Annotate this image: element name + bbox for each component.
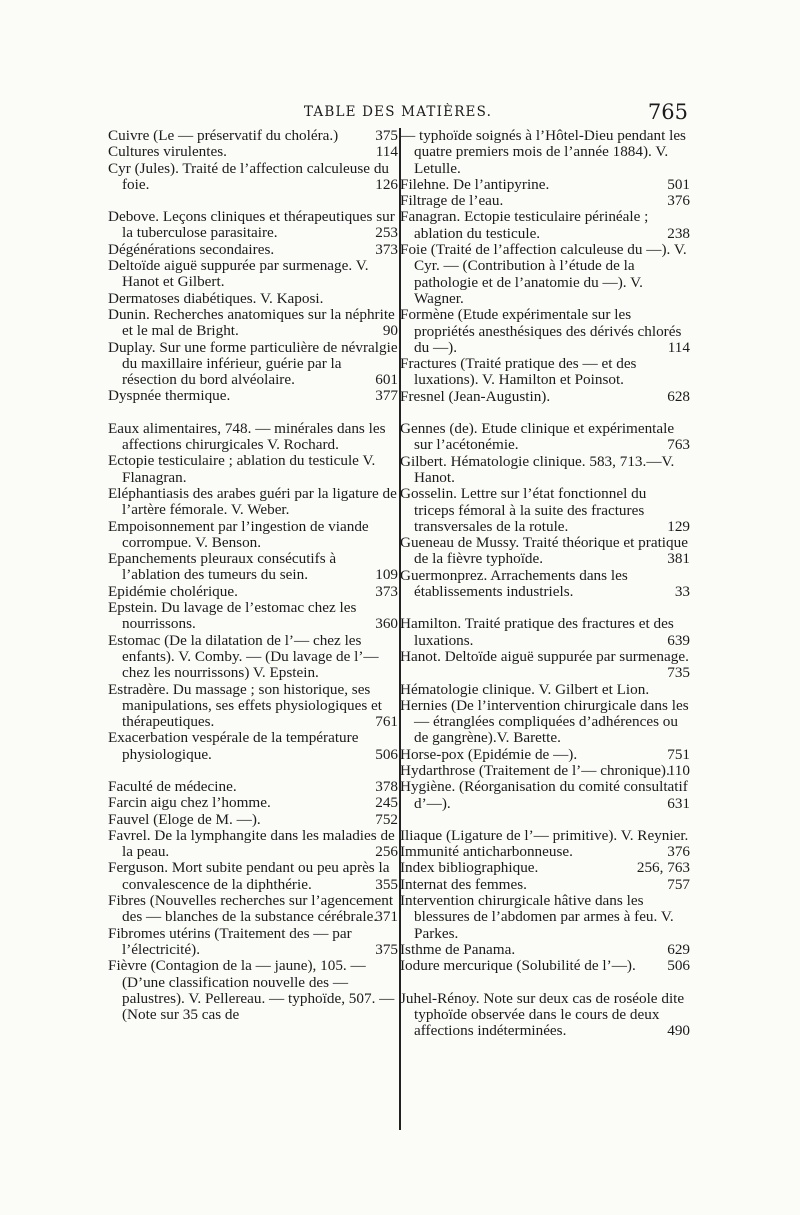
index-entry bbox=[108, 551, 398, 584]
index-entry bbox=[108, 307, 398, 340]
entry-text: Hématologie clinique. V. Gilbert et Lion. bbox=[400, 680, 650, 698]
entry-page-number: 109 bbox=[375, 566, 398, 584]
entry-page-number: 371 bbox=[375, 908, 398, 926]
entry-text: Index bibliographique. bbox=[400, 859, 539, 877]
entry-page-number: 763 bbox=[667, 436, 690, 454]
index-entry bbox=[108, 242, 398, 258]
entry-text: Gosselin. Lettre sur l’état fonctionnel du triceps fémoral à la suite des fractures transversales de la rotule. bbox=[400, 485, 647, 535]
entry-text: Epstein. Du lavage de l’estomac chez les nourrissons. bbox=[108, 599, 357, 633]
index-entry bbox=[108, 730, 398, 763]
index-entry bbox=[108, 958, 398, 1023]
index-entry bbox=[400, 568, 690, 601]
entry-page-number: 110 bbox=[667, 761, 690, 779]
index-entry bbox=[108, 682, 398, 731]
entry-text: Duplay. Sur une forme particulière de névralgie du maxillaire inférieur, guérie par la résection du bord alvéolaire. bbox=[108, 338, 398, 389]
entry-text: Hernies (De l’intervention chirurgicale dans les — étranglées compliquées d’adhérences ou de gangrène).V. Barette. bbox=[400, 696, 689, 747]
index-entry bbox=[108, 388, 398, 404]
entry-page-number: 378 bbox=[375, 777, 398, 795]
index-entry bbox=[108, 258, 398, 291]
entry-page-number: 376 bbox=[667, 843, 690, 861]
entry-text: Eléphantiasis des arabes guéri par la ligature de l’artère fémorale. V. Weber. bbox=[108, 484, 397, 519]
entry-text: Dyspnée thermique. bbox=[108, 387, 231, 405]
entry-text: Epanchements pleuraux consécutifs à l’ablation des tumeurs du sein. bbox=[108, 550, 337, 584]
index-entry bbox=[400, 209, 690, 242]
entry-text: Fauvel (Eloge de M. —). bbox=[108, 810, 261, 828]
entry-text: Exacerbation vespérale de la température physiologique. bbox=[108, 729, 359, 763]
entry-text: Ferguson. Mort subite pendant ou peu après la convalescence de la diphthérie. bbox=[108, 859, 390, 893]
index-entry bbox=[400, 535, 690, 568]
entry-text: Filehne. De l’antipyrine. bbox=[400, 175, 550, 193]
page-header bbox=[108, 100, 688, 124]
entry-text: Empoisonnement par l’ingestion de viande corrompue. V. Benson. bbox=[108, 517, 369, 551]
index-entry bbox=[108, 519, 398, 552]
entry-page-number: 751 bbox=[667, 745, 690, 763]
entry-text: Ectopie testiculaire ; ablation du testicule V. Flanagran. bbox=[108, 452, 376, 486]
entry-text: Cyr (Jules). Traité de l’affection calculeuse du foie. bbox=[108, 159, 390, 193]
entry-page-number: 490 bbox=[667, 1022, 690, 1040]
index-entry bbox=[400, 682, 690, 698]
entry-text: Gueneau de Mussy. Traité théorique et pratique de la fièvre typhoïde. bbox=[400, 534, 688, 568]
entry-page-number: 601 bbox=[375, 371, 398, 389]
index-entry bbox=[400, 763, 690, 779]
entry-page-number: 256, 763 bbox=[636, 859, 690, 877]
entry-text: Dégénérations secondaires. bbox=[108, 240, 275, 258]
index-entry bbox=[108, 860, 398, 893]
entry-text: Fractures (Traité pratique des — et des luxations). V. Hamilton et Poinsot. bbox=[400, 355, 637, 389]
index-entry bbox=[108, 209, 398, 242]
entry-text: Dermatoses diabétiques. V. Kaposi. bbox=[108, 289, 324, 307]
index-entry bbox=[108, 600, 398, 633]
entry-text: Gilbert. Hématologie clinique. 583, 713.—V. Hanot. bbox=[400, 452, 675, 486]
entry-text: Horse-pox (Epidémie de —). bbox=[400, 745, 578, 763]
entry-text: Hanot. Deltoïde aiguë suppurée par surmenage. bbox=[400, 647, 689, 665]
entry-page-number: 245 bbox=[375, 794, 398, 812]
entry-page-number: 628 bbox=[667, 387, 690, 405]
entry-page-number: 381 bbox=[667, 550, 690, 568]
entry-text: Isthme de Panama. bbox=[400, 940, 516, 958]
entry-text: Fièvre (Contagion de la — jaune), 105. — (D’une classification nouvelle des — palustres). V. Pellereau. — typhoïde, 507. — (Note sur 35 cas de bbox=[108, 957, 395, 1024]
entry-text: Fibres (Nouvelles recherches sur l’agencement des — blanches de la substance cérébrale. bbox=[108, 892, 394, 926]
index-entry bbox=[400, 128, 690, 177]
index-entry bbox=[108, 828, 398, 861]
entry-text: Epidémie cholérique. bbox=[108, 582, 238, 600]
index-entry bbox=[400, 307, 690, 356]
index-entry bbox=[108, 584, 398, 600]
entry-text: Juhel-Rénoy. Note sur deux cas de roséole dite typhoïde observée dans le cours de deux affections indéterminées. bbox=[400, 989, 685, 1040]
entry-text: Estomac (De la dilatation de l’— chez les enfants). V. Comby. — (Du lavage de l’— chez les nourrissons) V. Epstein. bbox=[108, 631, 379, 682]
index-entry bbox=[108, 926, 398, 959]
entry-text: Gennes (de). Etude clinique et expérimentale sur l’acétonémie. bbox=[400, 420, 675, 454]
entry-page-number: 114 bbox=[375, 143, 398, 161]
entry-text: Cuivre (Le — préservatif du choléra.) bbox=[108, 127, 339, 144]
entry-text: Intervention chirurgicale hâtive dans les blessures de l’abdomen par armes à feu. V. Parkes. bbox=[400, 892, 674, 942]
entry-page-number: 360 bbox=[375, 615, 398, 633]
entry-page-number: 253 bbox=[375, 224, 398, 242]
page-number: 765 bbox=[647, 100, 688, 124]
entry-page-number: 373 bbox=[375, 240, 398, 258]
entry-text: Hamilton. Traité pratique des fractures et des luxations. bbox=[400, 615, 674, 649]
entry-page-number: 631 bbox=[667, 794, 690, 812]
entry-page-number: 114 bbox=[667, 338, 690, 356]
index-entry bbox=[108, 486, 398, 519]
index-entry bbox=[400, 942, 690, 958]
index-entry bbox=[108, 340, 398, 389]
index-entry bbox=[108, 128, 398, 144]
entry-text: Farcin aigu chez l’homme. bbox=[108, 794, 271, 812]
entry-page-number: 501 bbox=[667, 175, 690, 193]
running-title: TABLE DES MATIÈRES. bbox=[303, 104, 493, 120]
left-column bbox=[108, 128, 398, 1023]
entry-page-number: 752 bbox=[375, 810, 398, 828]
entry-page-number: 735 bbox=[667, 664, 690, 682]
index-entry bbox=[400, 616, 690, 649]
entry-page-number: 506 bbox=[375, 745, 398, 763]
entry-text: Guermonprez. Arrachements dans les établissements industriels. bbox=[400, 566, 628, 601]
entry-page-number: 238 bbox=[667, 224, 690, 242]
entry-page-number: 126 bbox=[375, 175, 398, 193]
entry-page-number: 629 bbox=[667, 940, 690, 958]
entry-text: Dunin. Recherches anatomiques sur la néphrite et le mal de Bright. bbox=[108, 305, 395, 340]
entry-text: Cultures virulentes. bbox=[108, 143, 227, 161]
entry-page-number: 639 bbox=[667, 631, 690, 649]
entry-text: — typhoïde soignés à l’Hôtel-Dieu pendant les quatre premiers mois de l’année 1884). V. Letulle. bbox=[400, 127, 686, 177]
index-entry bbox=[108, 453, 398, 486]
index-entry bbox=[400, 877, 690, 893]
entry-text: Hydarthrose (Traitement de l’— chronique). bbox=[400, 761, 670, 779]
index-entry bbox=[108, 161, 398, 194]
entry-page-number: 373 bbox=[375, 582, 398, 600]
entry-page-number: 129 bbox=[667, 517, 690, 535]
entry-page-number: 375 bbox=[375, 127, 398, 144]
index-entry bbox=[400, 356, 690, 389]
entry-page-number: 256 bbox=[375, 843, 398, 861]
entry-page-number: 377 bbox=[375, 387, 398, 405]
entry-text: Iodure mercurique (Solubilité de l’—). bbox=[400, 957, 636, 975]
index-entry bbox=[108, 812, 398, 828]
index-entry bbox=[400, 649, 690, 682]
index-entry bbox=[400, 421, 690, 454]
entry-page-number: 376 bbox=[667, 192, 690, 210]
index-entry bbox=[400, 747, 690, 763]
entry-page-number: 90 bbox=[382, 322, 398, 340]
entry-text: Filtrage de l’eau. bbox=[400, 192, 504, 210]
index-entry bbox=[400, 893, 690, 942]
entry-page-number: 355 bbox=[375, 875, 398, 893]
index-entry bbox=[400, 828, 690, 844]
entry-text: Hygiène. (Réorganisation du comité consultatif d’—). bbox=[400, 778, 688, 812]
entry-text: Deltoïde aiguë suppurée par surmenage. V. Hanot et Gilbert. bbox=[108, 257, 369, 291]
entry-text: Estradère. Du massage ; son historique, ses manipulations, ses effets physiologiques et thérapeutiques. bbox=[108, 680, 382, 731]
entry-text: Favrel. De la lymphangite dans les maladies de la peau. bbox=[108, 826, 395, 861]
index-entry bbox=[108, 144, 398, 160]
index-entry bbox=[108, 779, 398, 795]
entry-text: Fanagran. Ectopie testiculaire périnéale ; ablation du testicule. bbox=[400, 208, 649, 242]
index-entry bbox=[400, 177, 690, 193]
index-entry bbox=[400, 860, 690, 876]
index-entry bbox=[400, 389, 690, 405]
entry-text: Formène (Etude expérimentale sur les propriétés anesthésiques des dérivés chlorés du —). bbox=[400, 306, 682, 356]
entry-page-number: 375 bbox=[375, 940, 398, 958]
entry-text: Fibromes utérins (Traitement des — par l’électricité). bbox=[108, 924, 352, 958]
entry-text: Immunité anticharbonneuse. bbox=[400, 843, 573, 861]
index-entry bbox=[400, 454, 690, 487]
entry-page-number: 33 bbox=[674, 583, 690, 601]
index-entry bbox=[400, 779, 690, 812]
index-entry bbox=[400, 242, 690, 307]
entry-text: Eaux alimentaires, 748. — minérales dans les affections chirurgicales V. Rochard. bbox=[108, 419, 386, 454]
index-entry bbox=[400, 958, 690, 974]
entry-text: Faculté de médecine. bbox=[108, 777, 237, 795]
index-entry bbox=[400, 193, 690, 209]
index-entry bbox=[108, 291, 398, 307]
index-entry bbox=[108, 633, 398, 682]
index-entry bbox=[108, 795, 398, 811]
entry-page-number: 761 bbox=[375, 713, 398, 731]
index-entry bbox=[108, 421, 398, 454]
entry-text: Iliaque (Ligature de l’— primitive). V. Reynier. bbox=[400, 826, 689, 844]
entry-text: Internat des femmes. bbox=[400, 875, 527, 893]
right-column bbox=[400, 128, 690, 1039]
entry-page-number: 506 bbox=[667, 957, 690, 975]
entry-text: Foie (Traité de l’affection calculeuse du —). V. Cyr. — (Contribution à l’étude de la pathologie et de l’anatomie du —). V. Wagner. bbox=[400, 241, 687, 307]
entry-text: Fresnel (Jean-Augustin). bbox=[400, 387, 551, 405]
index-entry bbox=[400, 698, 690, 747]
index-entry bbox=[400, 991, 690, 1040]
index-entry bbox=[108, 893, 398, 926]
entry-page-number: 757 bbox=[667, 875, 690, 893]
index-entry bbox=[400, 844, 690, 860]
index-entry bbox=[400, 486, 690, 535]
entry-text: Debove. Leçons cliniques et thérapeutiques sur la tuberculose parasitaire. bbox=[108, 208, 395, 242]
